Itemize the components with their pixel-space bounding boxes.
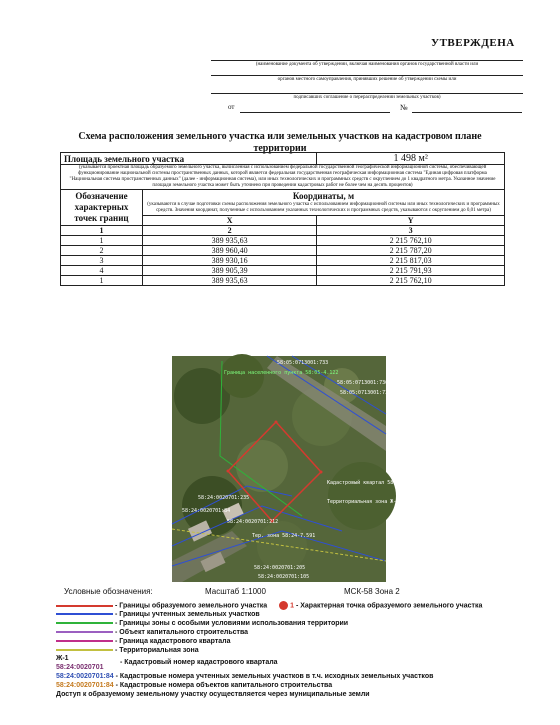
legend-object-code: 58:24:0020701:84 - Кадастровые номера объектов капитального строительства <box>56 682 333 689</box>
blue-line-swatch <box>56 613 113 615</box>
point-marker-icon <box>279 601 288 610</box>
point-number: 2 <box>61 246 143 256</box>
map-scale: Масштаб 1:1000 <box>205 587 266 596</box>
legend-item-special-zone: - Границы зоны с особыми условиями использования территории <box>56 620 348 627</box>
x-value: 389 930,16 <box>143 256 317 266</box>
x-value: 389 935,63 <box>143 276 317 286</box>
point-number: 1 <box>61 236 143 246</box>
legend-quarter-code: 58:24:0020701 <box>56 664 104 671</box>
legend-item-formed-boundary: - Границы образуемого земельного участка 1 - Характерная точка образуемого земельного участка <box>56 601 482 610</box>
point-marker-text: - Характерная точка образуемого земельного участка <box>295 602 483 610</box>
coordinates-header: Координаты, м <box>292 191 355 201</box>
point-number: 4 <box>61 266 143 276</box>
map-label-quarter: Кадастровый квартал 58:24:0020701 <box>327 480 427 486</box>
cadastral-map <box>172 356 427 582</box>
area-row <box>61 153 505 165</box>
map-label-left-2: 58:24:0020701:84 <box>182 508 231 514</box>
map-label-left-3: 58:24:0020701:212 <box>227 519 279 525</box>
legend-item-quarter-boundary: - Граница кадастрового квартала <box>56 638 231 645</box>
coord-header-cell <box>143 190 505 216</box>
approval-line-1 <box>211 60 523 61</box>
y-value: 2 215 791,93 <box>317 266 505 276</box>
area-value: 1 498 м² <box>317 153 505 165</box>
area-note-row <box>61 165 505 190</box>
approval-line-3 <box>211 93 523 94</box>
column-number-2: 2 <box>143 226 317 236</box>
area-note: (указывается проектная площадь образуемого земельного участка, вычисленная с использованием федеральной государственной географической информационной системы, обеспечивающей функционирование национальной системы пространственных данных, которой является федеральная государственная географическая информационная система "Единая цифровая платформа "Национальная система пространственных данных" (далее - информационная система), или иных технологических и программных средств с округлением до 1 квадратного метра. Указанное значение площади земельного участка может быть уточнено при проведении кадастровых работ не более чем на десять процентов) <box>61 165 505 190</box>
x-value: 389 905,39 <box>143 266 317 276</box>
area-label: Площадь земельного участка <box>61 153 317 165</box>
map-label-bottom-2: 58:24:0020701:105 <box>258 574 310 580</box>
x-value: 389 935,63 <box>143 236 317 246</box>
legend-item-territorial-zone: - Территориальная зона <box>56 647 199 654</box>
approval-caption-2: органов местного самоуправления, принявших решение об утверждении схемы или <box>277 77 457 82</box>
point-designation-header: Обозначение характерных точек границ <box>61 190 143 226</box>
coordinates-note: (указываются в случае подготовки схемы расположения земельного участка с использованием информационной системы или иных технологических и программных средств. Значения координат, полученные с использованием указанных технологических и программных средств, указываются с округлением до 0,01 метра) <box>147 202 500 213</box>
x-header: X <box>143 216 317 226</box>
map-label-right-2: 58:05:0713001:737 <box>340 390 392 396</box>
legend-title: Условные обозначения: <box>64 587 153 596</box>
number-line <box>412 112 522 113</box>
magenta-line-swatch <box>56 640 113 642</box>
legend-item-building: - Объект капитального строительства <box>56 629 248 636</box>
point-number: 3 <box>61 256 143 266</box>
approval-title: УТВЕРЖДЕНА <box>431 37 515 49</box>
map-canvas <box>172 356 427 582</box>
purple-line-swatch <box>56 631 113 633</box>
document-title: Схема расположения земельного участка или земельных участков на кадастровом плане территории <box>78 131 482 154</box>
coordinates-table <box>60 152 505 286</box>
y-value: 2 215 762,10 <box>317 276 505 286</box>
legend-item-registered-parcels: - Границы учтенных земельных участков <box>56 611 260 618</box>
access-note: Доступ к образуемому земельному участку осуществляется через муниципальные земли <box>56 691 370 698</box>
column-number-3: 3 <box>317 226 505 236</box>
legend-quarter-text: - Кадастровый номер кадастрового квартала <box>120 659 278 666</box>
map-label-zone: Территориальная зона Ж-1 <box>327 499 400 505</box>
y-header: Y <box>317 216 505 226</box>
map-label-right-1: 58:05:0713001:736 <box>337 380 389 386</box>
number-label: № <box>400 103 408 112</box>
y-value: 2 215 817,03 <box>317 256 505 266</box>
red-line-swatch <box>56 605 113 607</box>
column-number-1: 1 <box>61 226 143 236</box>
point-marker-number: 1 <box>290 602 295 610</box>
date-label: от <box>228 103 235 111</box>
legend-parcel-code: 58:24:0020701:84 - Кадастровые номера учтенных земельных участков в т.ч. исходных земельных участков <box>56 673 434 680</box>
date-line <box>240 112 390 113</box>
approval-caption-1: (наименование документа об утверждении, включая наименования органов государственной власти или <box>255 62 479 67</box>
approval-caption-3: подписавших соглашение о перераспределении земельных участков) <box>293 95 441 100</box>
legend-zone-code: Ж-1 <box>56 655 69 662</box>
coordinate-system: МСК-58 Зона 2 <box>344 587 400 596</box>
map-label-kadastr-top: 58:05:0713001:733 <box>277 360 329 366</box>
y-value: 2 215 762,10 <box>317 236 505 246</box>
table-row <box>61 276 505 286</box>
table-row <box>61 256 505 266</box>
map-label-green: Граница населенного пункта 58:05-4.122 <box>224 370 339 376</box>
column-number-row <box>61 226 505 236</box>
green-line-swatch <box>56 622 113 624</box>
x-value: 389 960,40 <box>143 246 317 256</box>
table-row <box>61 246 505 256</box>
yellow-line-swatch <box>56 649 113 651</box>
map-label-bottom-1: 58:24:0020701:205 <box>254 565 306 571</box>
approval-line-2 <box>211 75 523 76</box>
coord-header-row <box>61 190 505 216</box>
table-row <box>61 266 505 276</box>
point-number: 1 <box>61 276 143 286</box>
table-row <box>61 236 505 246</box>
map-label-zone-ter: Тер. зона 58:24-7.591 <box>252 533 316 539</box>
y-value: 2 215 787,20 <box>317 246 505 256</box>
map-label-left-1: 58:24:0020701:235 <box>198 495 250 501</box>
